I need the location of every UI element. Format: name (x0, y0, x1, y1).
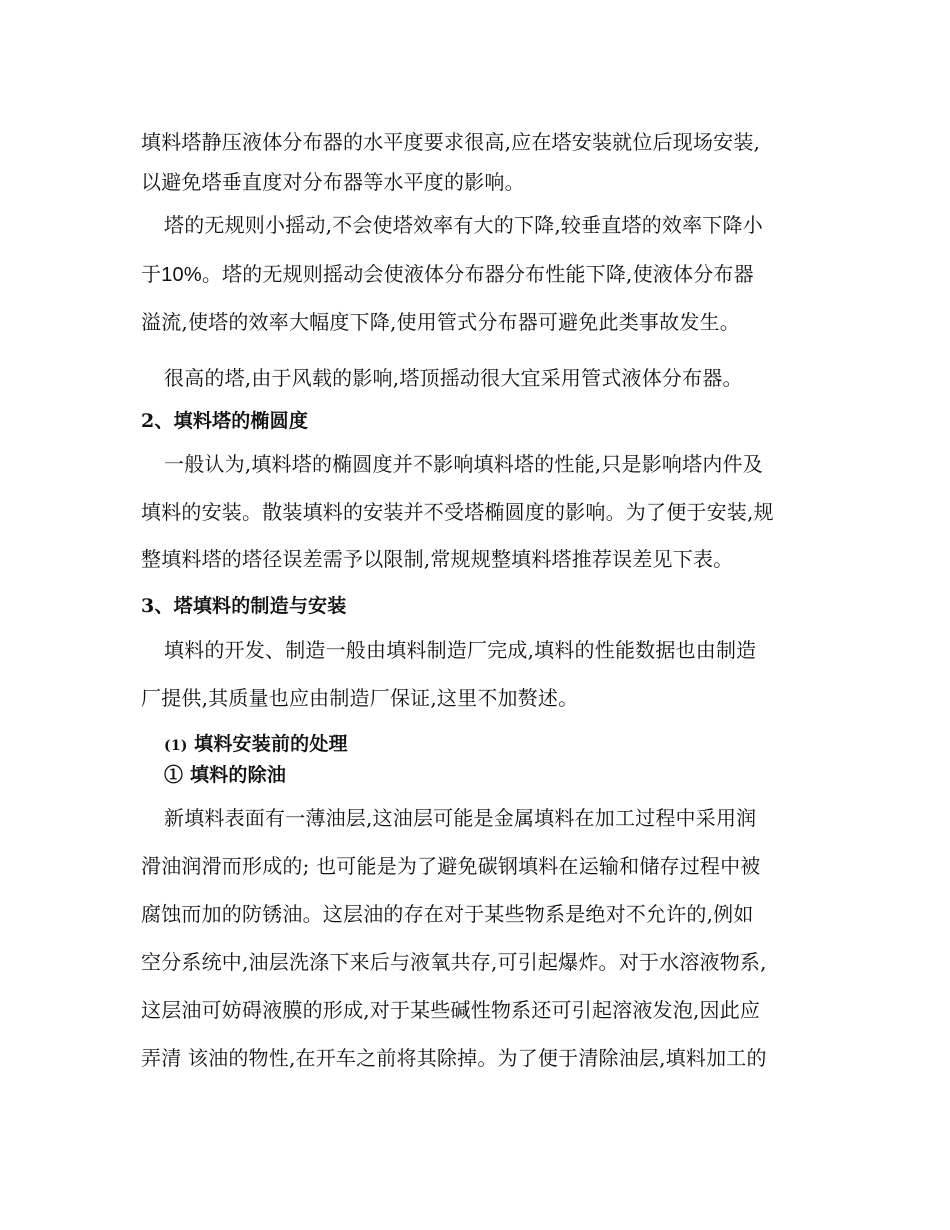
paragraph-5-line-2: 厂提供,其质量也应由制造厂保证,这里不加赘述。 (141, 686, 579, 710)
paragraph-6-line-6: 弄清 该油的物性,在开车之前将其除掉。为了便于清除油层,填料加工的 (141, 1046, 767, 1070)
paragraph-4-line-3: 整填料塔的塔径误差需予以限制,常规规整填料塔推荐误差见下表。 (141, 547, 734, 571)
paragraph-2-line-3: 溢流,使塔的效率大幅度下降,使用管式分布器可避免此类事故发生。 (141, 310, 740, 334)
subheading-1 (164, 731, 348, 758)
paragraph-2-line-2-pre: 于 (141, 262, 162, 286)
percent-value: 10% (161, 264, 202, 286)
paragraph-3-line-1: 很高的塔,由于风载的影响,塔顶摇动很大宜采用管式液体分布器。 (164, 366, 743, 390)
paragraph-4-line-1: 一般认为,填料塔的椭圆度并不影响填料塔的性能,只是影响塔内件及 (164, 452, 763, 476)
paragraph-6-line-5: 这层油可妨碍液膜的形成,对于某些碱性物系还可引起溶液发泡,因此应 (141, 998, 761, 1022)
paragraph-6-line-3: 腐蚀而加的防锈油。这层油的存在对于某些物系是绝对不允许的,例如 (141, 902, 754, 926)
section-heading-2: 2、填料塔的椭圆度 (141, 410, 309, 432)
paragraph-1-line-2: 以避免塔垂直度对分布器等水平度的影响。 (141, 170, 525, 194)
paragraph-6-line-1: 新填料表面有一薄油层,这油层可能是金属填料在加工过程中采用润 (164, 806, 757, 830)
paragraph-6-line-4: 空分系统中,油层洗涤下来后与液氧共存,可引起爆炸。对于水溶液物系, (141, 950, 767, 974)
paragraph-2-line-1: 塔的无规则小摇动,不会使塔效率有大的下降,较垂直塔的效率下降小 (164, 213, 763, 237)
paragraph-4-line-2: 填料的安装。散装填料的安装并不受塔椭圆度的影响。为了便于安装,规 (141, 500, 774, 524)
paragraph-6-line-2: 滑油润滑而形成的; 也可能是为了避免碳钢填料在运输和储存过程中被 (141, 854, 761, 878)
subheading-1-number: (1) (164, 738, 188, 754)
paragraph-2-line-2-post: 。塔的无规则摇动会使液体分布器分布性能下降,使液体分布器 (201, 262, 754, 286)
paragraph-1-line-1: 填料塔静压液体分布器的水平度要求很高,应在塔安装就位后现场安装, (141, 130, 761, 154)
subheading-1-text: 填料安装前的处理 (194, 733, 348, 755)
subheading-2: ① 填料的除油 (164, 764, 287, 786)
section-heading-3: 3、塔填料的制造与安装 (141, 595, 347, 617)
paragraph-5-line-1: 填料的开发、制造一般由填料制造厂完成,填料的性能数据也由制造 (164, 638, 757, 662)
paragraph-2-line-2 (141, 262, 754, 287)
